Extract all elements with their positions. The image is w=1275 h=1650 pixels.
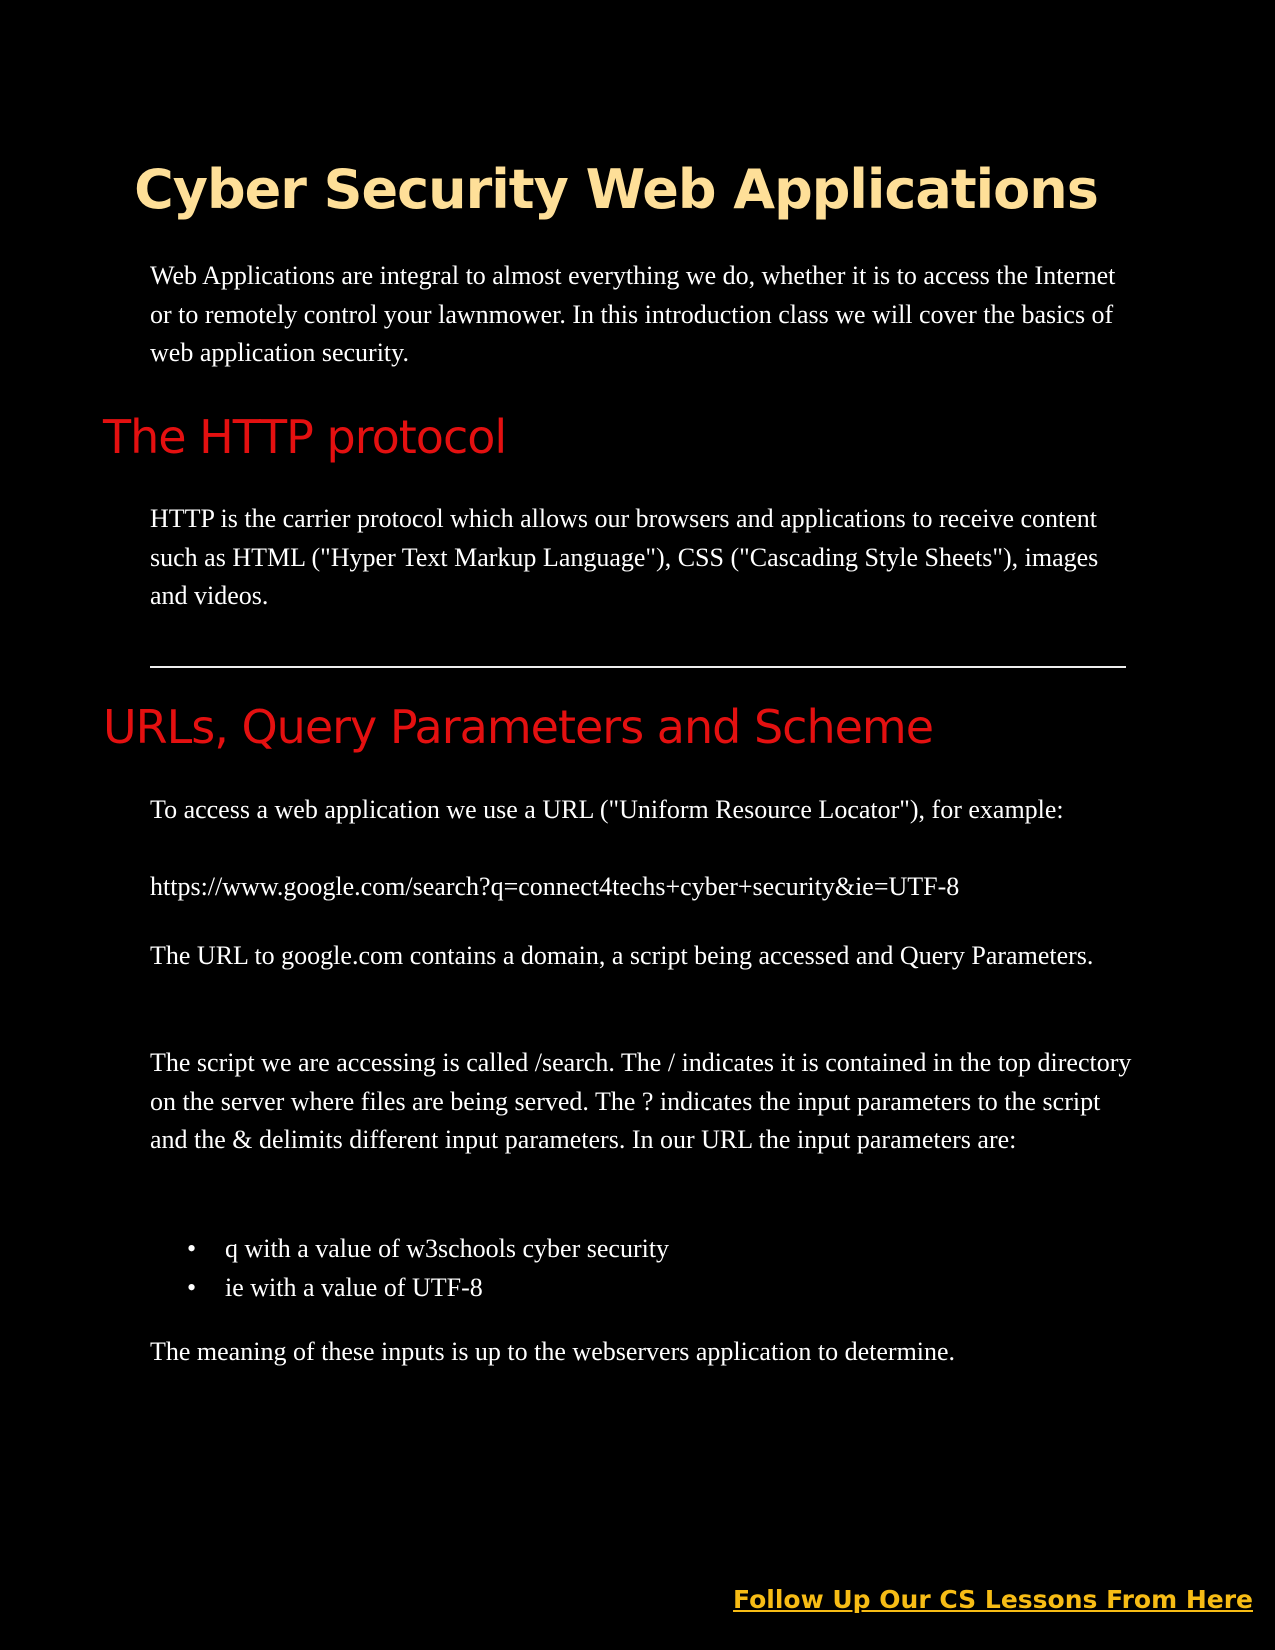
intro-paragraph: Web Applications are integral to almost everything we do, whether it is to access the Internet or to remotely control your lawnmower. In this introduction class we will cover the basics of web application security.	[150, 261, 1116, 367]
list-item: • ie with a value of UTF-8	[150, 1269, 669, 1308]
input-parameters-list	[150, 1230, 669, 1307]
follow-up-lessons-link[interactable]: Follow Up Our CS Lessons From Here	[733, 1585, 1253, 1614]
urls-paragraph-2: The URL to google.com contains a domain, a script being accessed and Query Parameters.	[150, 941, 1094, 970]
urls-paragraph-4: The meaning of these inputs is up to the webservers application to determine.	[150, 1337, 956, 1366]
section-heading-http: The HTTP protocol	[103, 410, 507, 464]
example-url: https://www.google.com/search?q=connect4techs+cyber+security&ie=UTF-8	[150, 872, 960, 901]
section-heading-urls: URLs, Query Parameters and Scheme	[103, 700, 934, 754]
urls-paragraph-3: The script we are accessing is called /search. The / indicates it is contained in the top directory on the server where files are being served. The ? indicates the input parameters to the script and the & delimits different input parameters. In our URL the input parameters are:	[150, 1048, 1132, 1154]
list-item: • q with a value of w3schools cyber security	[150, 1230, 669, 1269]
http-paragraph: HTTP is the carrier protocol which allows our browsers and applications to receive content such as HTML ("Hyper Text Markup Language"), CSS ("Cascading Style Sheets"), images and videos.	[150, 504, 1099, 610]
section-divider	[150, 666, 1126, 668]
page-title: Cyber Security Web Applications	[134, 158, 1098, 221]
urls-paragraph-1: To access a web application we use a URL ("Uniform Resource Locator"), for example:	[150, 795, 1064, 824]
